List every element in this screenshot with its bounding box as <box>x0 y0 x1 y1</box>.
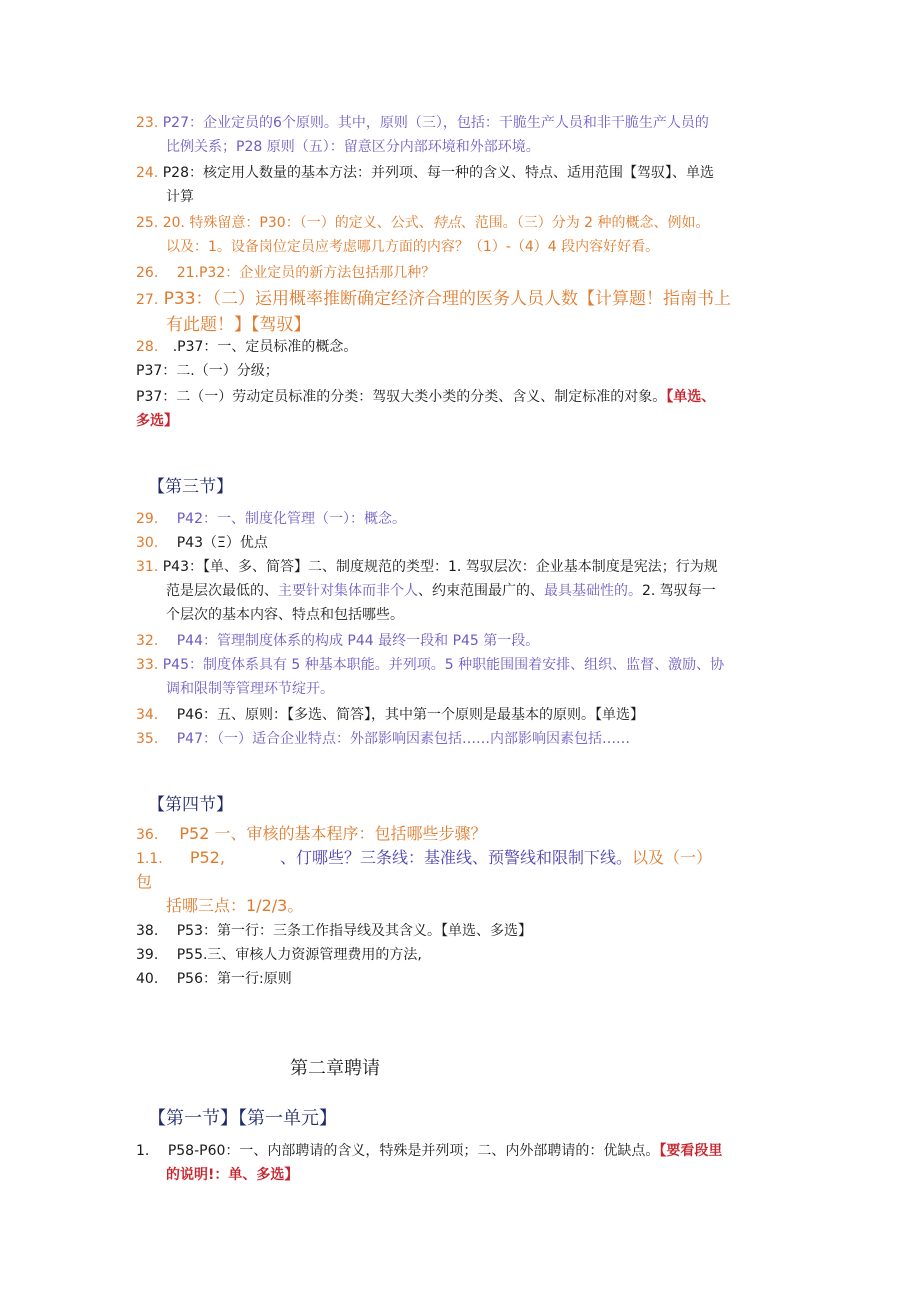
section-heading: 【第四节】 <box>148 795 233 815</box>
section-heading: 【第一节】【第一单元】 <box>148 1108 337 1129</box>
list-item-continuation: 包 <box>136 872 153 891</box>
list-item: 24. P28：核定用人数量的基本方法：并列项、每一种的含义、特点、适用范围【驾驭】、单选 <box>136 165 714 181</box>
list-item: 31. P43：【单、多、简答】二、制度规范的类型：1. 驾驭层次：企业基本制度是宪法；行为规 <box>136 559 718 575</box>
list-item-continuation: 计算 <box>166 189 194 205</box>
list-item: 28. .P37：一、定员标准的概念。 <box>136 339 358 355</box>
list-item-continuation: 范是层次最低的、主要针对集体而非个人、约束范围最广的、最具基础性的。2. 驾驭每一 <box>166 583 716 599</box>
list-item-continuation: 括哪三点：1/2/3。 <box>166 896 304 915</box>
list-item: 1.1. P52, 、仃哪些？三条线：基准线、预警线和限制下线。以及（一） <box>136 848 713 867</box>
list-item: 36. P52 一、审核的基本程序：包括哪些步骤？ <box>136 824 487 843</box>
chapter-title: 第二章聘请 <box>290 1058 380 1079</box>
list-item: 39. P55.三、审核人力资源管理费用的方法, <box>136 947 422 963</box>
list-item: P37：二.（一）分级； <box>136 363 279 379</box>
list-item-continuation: 有此题！】【驾驭】 <box>166 315 311 335</box>
section-heading: 【第三节】 <box>148 477 233 497</box>
list-item: P37：二（一）劳动定员标准的分类：驾驭大类小类的分类、含义、制定标准的对象。【单选、 <box>136 389 716 405</box>
list-item: 32. P44：管理制度体系的构成 P44 最终一段和 P45 第一段。 <box>136 633 540 649</box>
list-item-continuation: 多选】 <box>136 413 178 429</box>
list-item: 26. 21.P32：企业定员的新方法包括那几种？ <box>136 265 436 281</box>
list-item: 38. P53：第一行：三条工作指导线及其含义。【单选、多选】 <box>136 923 532 939</box>
list-item: 29. P42：一、制度化管理（一）：概念。 <box>136 511 406 527</box>
list-item: 25. 20. 特殊留意：P30：（一）的定义、公式、特点、范围。（三）分为 2 种的概念、例如。 <box>136 215 710 231</box>
list-item: 35. P47：（一）适合企业特点：外部影响因素包括……内部影响因素包括…… <box>136 731 630 747</box>
list-item: 30. P43（Ξ）优点 <box>136 535 268 551</box>
list-item: 40. P56：第一行:原则 <box>136 971 292 987</box>
list-item: 1. P58-P60：一、内部聘请的含义，特殊是并列项；二、内外部聘请的：优缺点。【要看段里 <box>136 1143 723 1159</box>
list-item-continuation: 以及：1。设备岗位定员应考虑哪几方面的内容？（1）-（4）4 段内容好好看。 <box>166 239 660 255</box>
list-item-continuation: 个层次的基本内容、特点和包括哪些。 <box>166 607 404 623</box>
list-item: 27. P33：（二）运用概率推断确定经济合理的医务人员人数【计算题！指南书上 <box>136 289 732 309</box>
list-item: 33. P45：制度体系具有 5 种基本职能。并列项。5 种职能围围着安排、组织、监督、激励、协 <box>136 657 725 673</box>
list-item-continuation: 比例关系；P28 原则（五）：留意区分内部环境和外部环境。 <box>166 139 540 155</box>
list-item-continuation: 调和限制等管理环节绽开。 <box>166 681 334 697</box>
list-item: 34. P46：五、原则：【多选、简答】，其中第一个原则是最基本的原则。【单选】 <box>136 707 644 723</box>
list-item-continuation: 的说明!：单、多选】 <box>166 1167 299 1183</box>
list-item: 23. P27：企业定员的6个原则。其中，原则（三），包括：干脆生产人员和非干脆生产人员的 <box>136 115 709 131</box>
